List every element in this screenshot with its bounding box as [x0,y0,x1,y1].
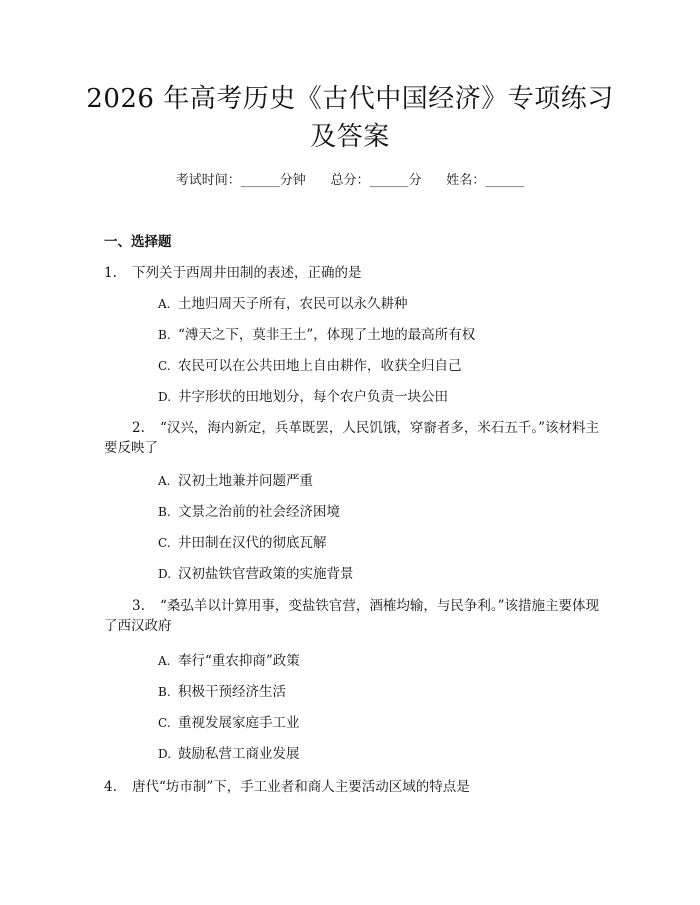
option-text: 汉初土地兼并问题严重 [178,473,313,489]
option-letter: D. [158,567,172,581]
option-letter: B. [158,685,171,699]
option-text: 井字形状的田地划分，每个农户负责一块公田 [178,389,448,405]
question-3-option-d [158,744,598,764]
option-text: 汉初盐铁官营政策的实施背景 [178,566,354,582]
question-2-option-c [158,533,598,553]
option-letter: C. [158,359,171,373]
question-text: “桑弘羊以计算用事，变盐铁官营，酒榷均输，与民争利。”该措施主要体现了西汉政府 [104,598,600,634]
question-text: 下列关于西周井田制的表述，正确的是 [132,265,362,281]
section-heading: 一、选择题 [104,234,172,250]
question-2-option-a [158,471,598,491]
question-1-stem [104,263,632,283]
question-3-option-b [158,682,598,702]
question-2-stem [104,418,604,458]
option-text: 井田制在汉代的彻底瓦解 [178,535,327,551]
option-letter: C. [158,716,171,730]
question-1-option-c [158,356,598,376]
option-text: 农民可以在公共田地上自由耕作，收获全归自己 [178,358,462,374]
option-text: 土地归周天子所有，农民可以永久耕种 [178,296,408,312]
option-text: 奉行“重农抑商”政策 [178,653,300,669]
option-letter: C. [158,536,171,550]
question-2-option-b [158,502,598,522]
question-4-stem [104,777,632,797]
title-line-1: 2026 年高考历史《古代中国经济》专项练习 [86,84,614,114]
question-3-option-c [158,713,598,733]
question-1-option-d [158,387,598,407]
question-1-option-a [158,294,598,314]
title-line-2: 及答案 [310,122,390,152]
option-text: 鼓励私营工商业发展 [178,746,300,762]
question-number: 3. [132,598,145,614]
document-title [80,80,620,156]
exam-meta-line: 考试时间：______分钟 总分：______分 姓名：______ [175,173,525,188]
option-text: 重视发展家庭手工业 [178,715,300,731]
option-letter: A. [158,474,171,488]
question-3-stem [104,596,604,636]
question-2-option-d [158,564,598,584]
option-letter: D. [158,390,172,404]
question-1-option-b [158,325,598,345]
option-text: 积极干预经济生活 [178,684,286,700]
option-letter: B. [158,328,171,342]
question-number: 2. [132,420,145,436]
question-number: 4. [104,779,117,795]
question-text: “汉兴，海内新定，兵革既罢，人民饥饿，穿窬者多，米石五千。”该材料主要反映了 [104,420,600,456]
option-letter: B. [158,505,171,519]
question-number: 1. [104,265,117,281]
option-text: 文景之治前的社会经济困境 [178,504,340,520]
option-letter: A. [158,297,171,311]
option-letter: A. [158,654,171,668]
option-letter: D. [158,747,172,761]
option-text: “溥天之下，莫非王土”，体现了土地的最高所有权 [178,327,476,343]
question-3-option-a [158,651,598,671]
question-text: 唐代“坊市制”下，手工业者和商人主要活动区域的特点是 [132,779,470,795]
